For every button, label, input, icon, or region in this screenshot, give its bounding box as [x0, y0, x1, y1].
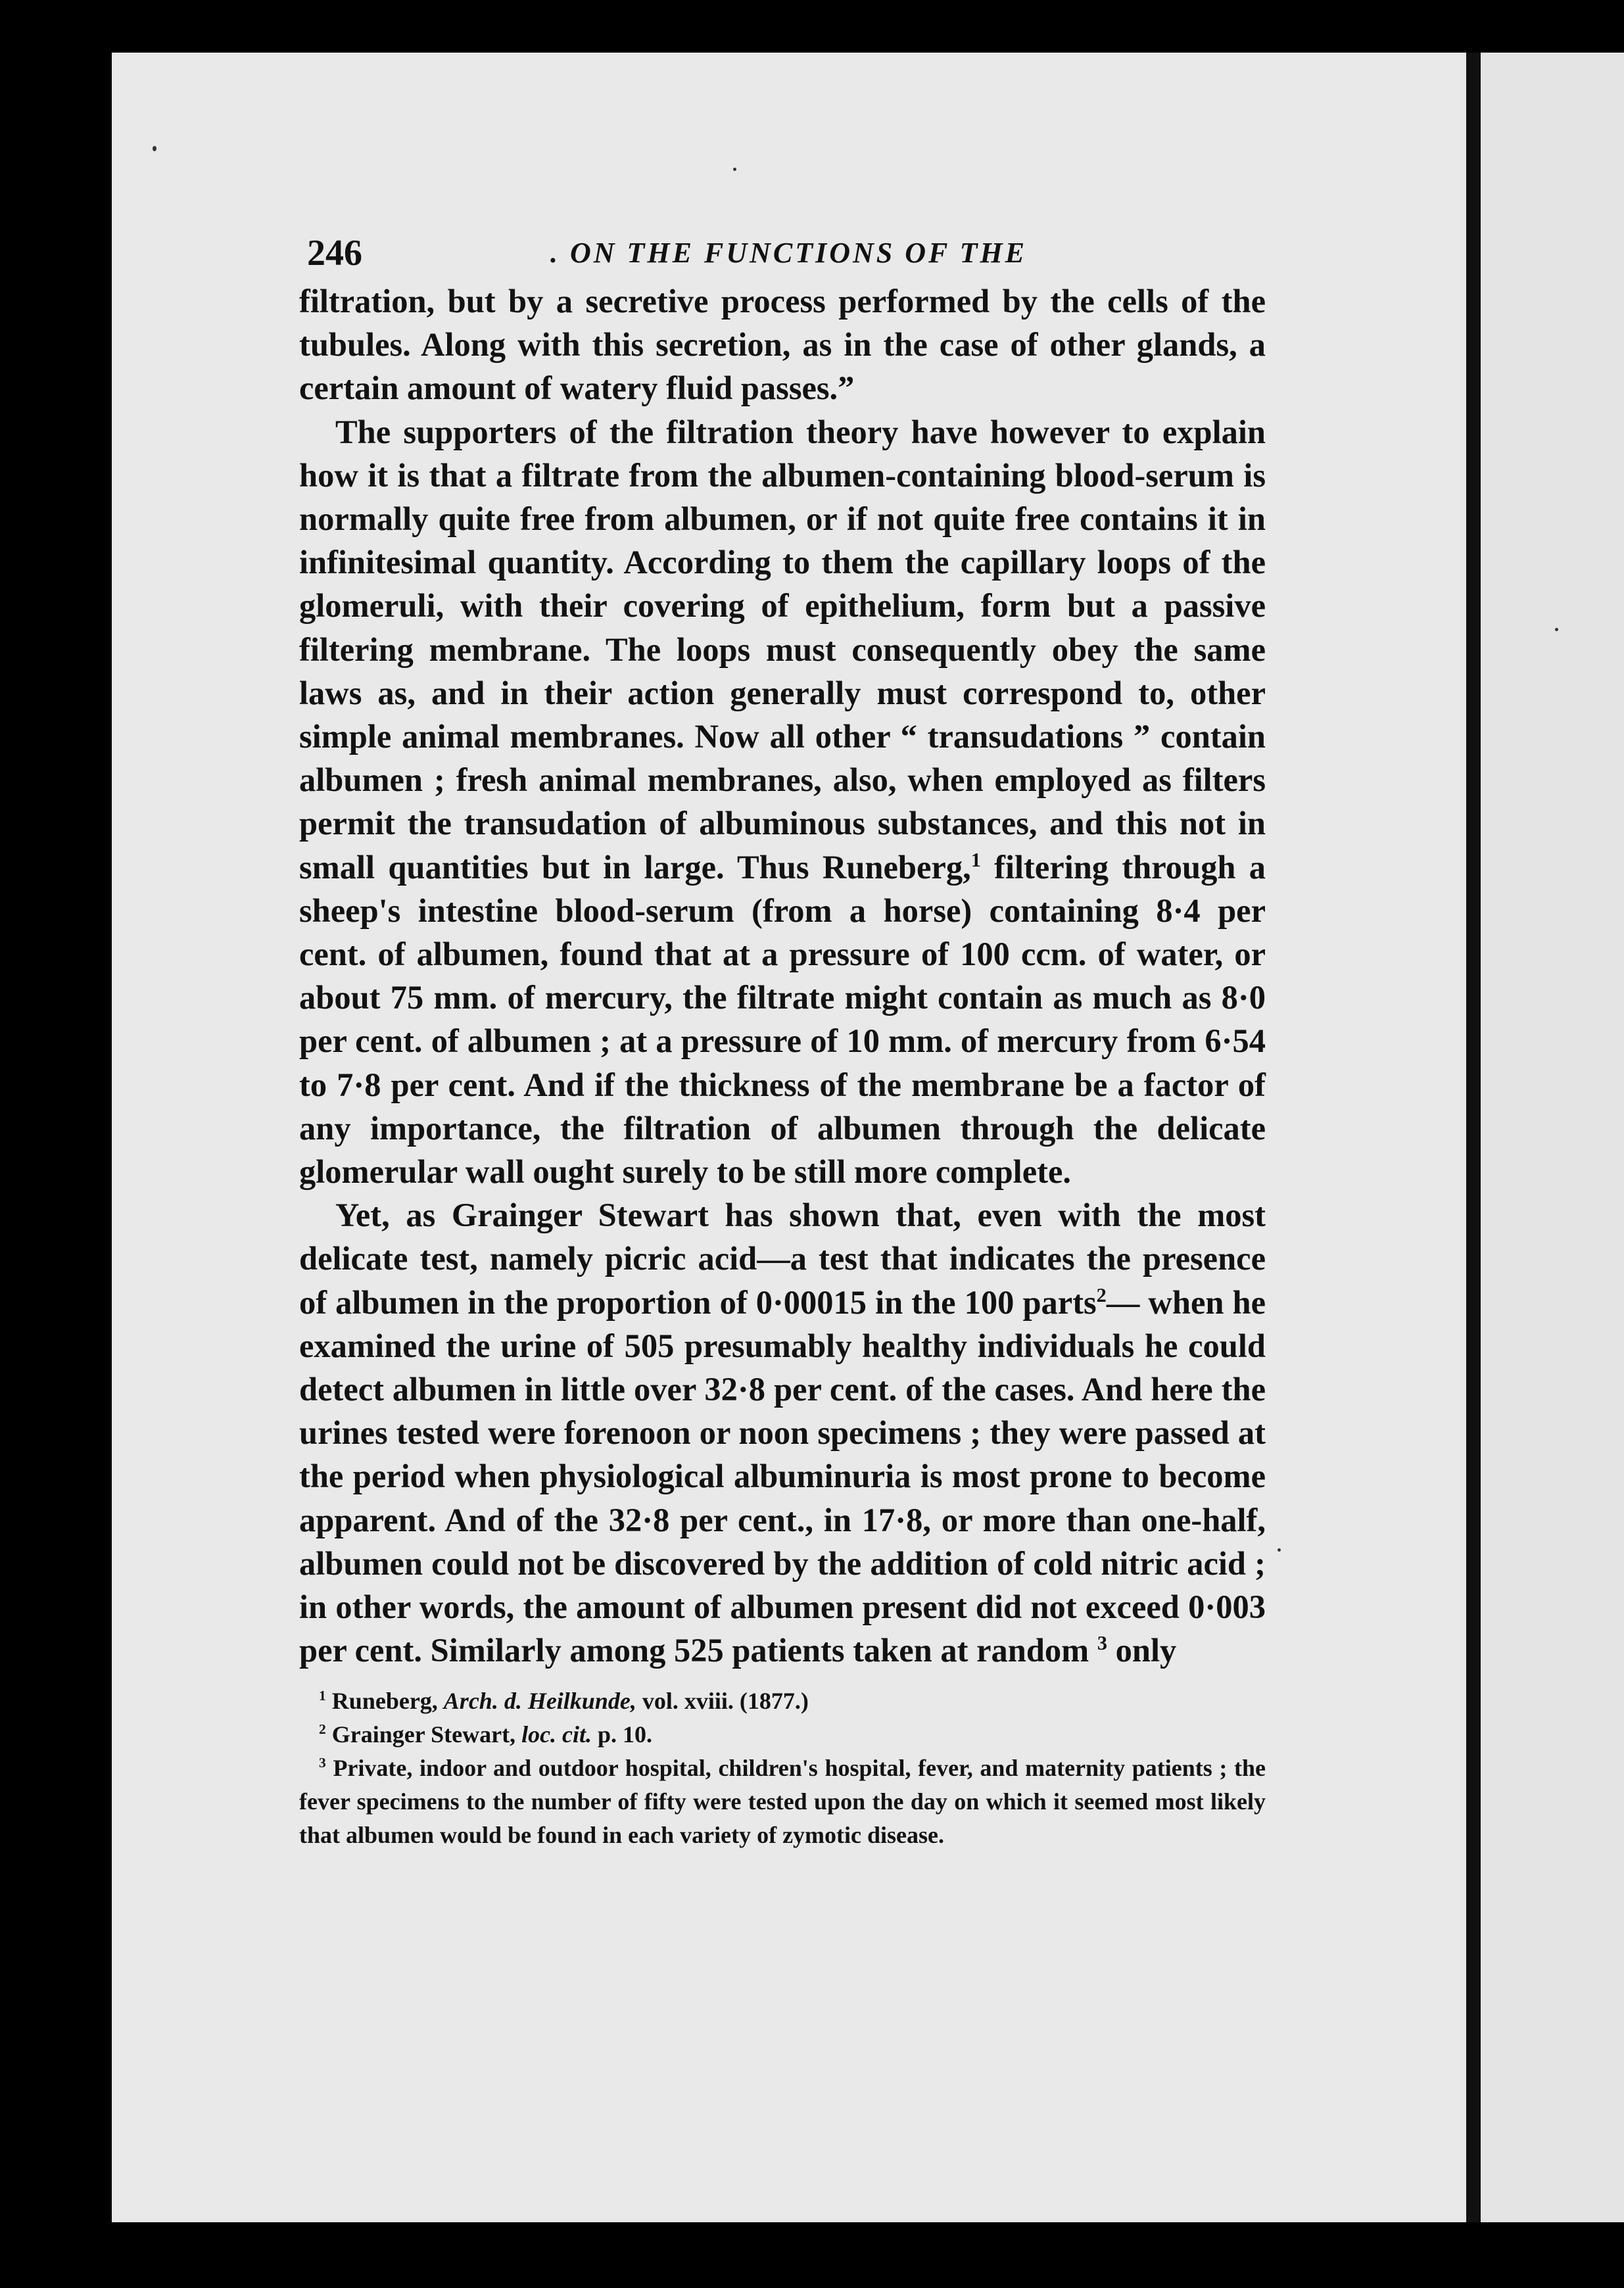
- scan-speck: [733, 168, 736, 171]
- footnote-ref-3: 3: [1097, 1632, 1108, 1655]
- paragraph-2-text-b: filtering through a sheep's intestine blood-serum (from a horse) containing 8·4 per cent. of albumen, found that at a pressure of 100 ccm. of water, or about 75 mm. of mercury, the filtrate might contain as much as 8·0 per cent. of albumen ; at a pressure of 10 mm. of mercury from 6·54 to 7·8 per cent. And if the thickness of the membrane be a factor of any importance, the filtration of albumen through the delicate glomerular wall ought surely to be still more complete.: [299, 848, 1266, 1191]
- page-gutter: [1466, 53, 1481, 2222]
- footnote-1: [299, 1684, 1266, 1718]
- body-text: [299, 279, 1266, 1673]
- footnote-ref-2: 2: [1096, 1283, 1107, 1306]
- footnote-1-text-a: Runeberg,: [325, 1687, 444, 1714]
- facing-page-edge: [1481, 53, 1624, 2222]
- footnotes: [299, 1684, 1266, 1852]
- footnote-2-mark: 2: [319, 1721, 326, 1737]
- footnote-3-text: Private, indoor and outdoor hospital, children's hospital, fever, and maternity patients ; the fever specimens to the number of fifty were tested upon the day on which it seemed most likely that albumen would be found in each variety of zymotic disease.: [299, 1754, 1266, 1848]
- footnote-2-text-a: Grainger Stewart,: [325, 1721, 522, 1748]
- footnote-3-mark: 3: [319, 1754, 326, 1771]
- paragraph-3-text-b: — when he examined the urine of 505 presumably healthy individuals he could detect albumen in little over 32·8 per cent. of the cases. And here the urines tested were forenoon or noon specimens ; they were passed at the period when physiological albuminuria is most prone to become apparent. And of the 32·8 per cent., in 17·8, or more than one-half, albumen could not be discovered by the addition of cold nitric acid ; in other words, the amount of albumen present did not exceed 0·003 per cent. Similarly among 525 patients taken at random: [299, 1283, 1266, 1669]
- paragraph-3: [299, 1193, 1266, 1672]
- page-text-block: [299, 227, 1266, 1852]
- running-title: . ON THE FUNCTIONS OF THE: [550, 237, 1028, 269]
- paragraph-2-text-a: The supporters of the filtration theory have however to explain how it is that a filtrate from the albumen-containing blood-serum is normally quite free from albumen, or if not quite free contains it in infinitesimal quantity. According to them the capillary loops of the glomeruli, with their covering of epithelium, form but a passive filtering membrane. The loops must consequently obey the same laws as, and in their action generally must correspond to, other simple animal membranes. Now all other “ transudations ” contain albumen ; fresh animal membranes, also, when employed as filters permit the transudation of albuminous substances, and this not in small quantities but in large. Thus Runeberg,: [299, 413, 1266, 886]
- paragraph-1: [299, 279, 1266, 410]
- footnote-2-source: loc. cit.: [521, 1721, 592, 1748]
- footnote-1-source: Arch. d. Heilkunde,: [443, 1687, 636, 1714]
- paragraph-2: [299, 410, 1266, 1194]
- footnote-2: [299, 1718, 1266, 1752]
- scan-speck: [1278, 1548, 1281, 1552]
- page-header: [299, 227, 1266, 279]
- paragraph-3-text-c: only: [1107, 1632, 1177, 1669]
- footnote-2-text-b: p. 10.: [592, 1721, 653, 1748]
- scan-speck: [153, 146, 156, 151]
- scan-speck: [1555, 628, 1558, 631]
- footnote-3: [299, 1752, 1266, 1852]
- footnote-1-text-b: vol. xviii. (1877.): [636, 1687, 809, 1714]
- footnote-1-mark: 1: [319, 1687, 326, 1704]
- page-number: 246: [307, 233, 362, 274]
- footnote-ref-1: 1: [970, 848, 981, 871]
- paragraph-3-text-a: Yet, as Grainger Stewart has shown that, even with the most delicate test, namely picric acid—a test that indicates the presence of albumen in the proportion of 0·00015 in the 100 parts: [299, 1197, 1266, 1321]
- paragraph-1-text: filtration, but by a secretive process performed by the cells of the tubules. Along with this secretion, as in the case of other glands, a certain amount of watery fluid passes.”: [299, 283, 1266, 407]
